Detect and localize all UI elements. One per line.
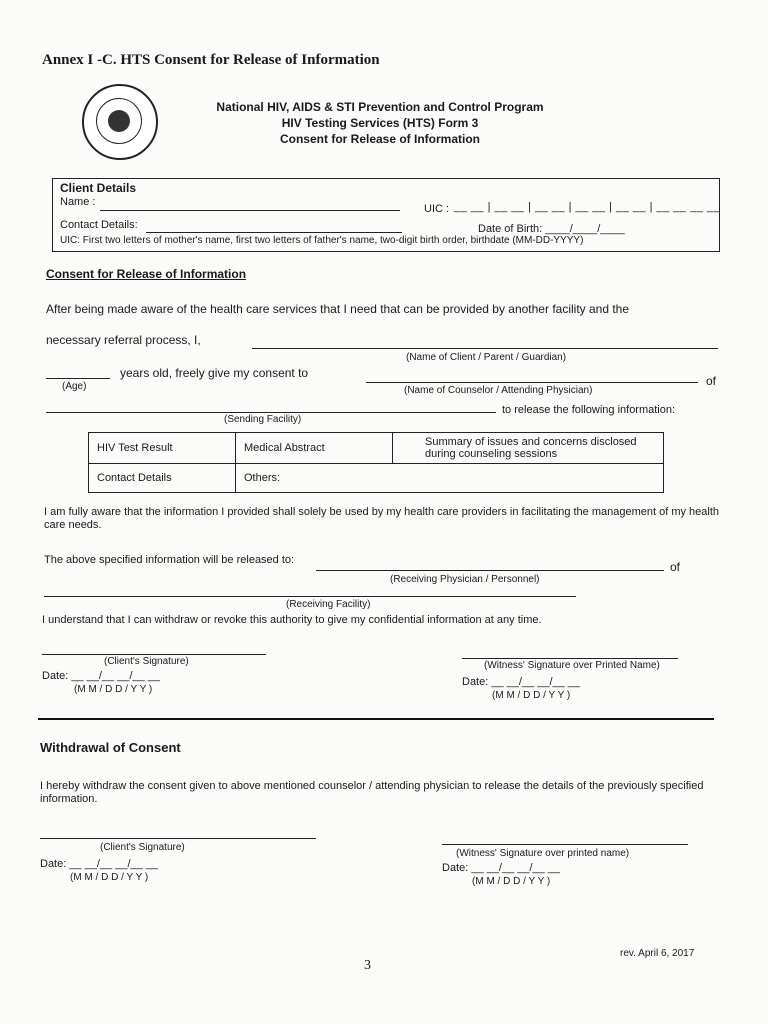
department-seal-logo bbox=[82, 84, 158, 160]
revision-date: rev. April 6, 2017 bbox=[620, 948, 695, 959]
receiving-physician-field[interactable] bbox=[316, 570, 664, 571]
uic-label: UIC : bbox=[424, 203, 450, 215]
summary-issues-option[interactable] bbox=[393, 433, 664, 464]
summary-issues-label-2: during counseling sessions bbox=[425, 448, 558, 460]
withdraw-understand-text: I understand that I can withdraw or revoke this authority to give my confidential information at any time. bbox=[42, 614, 542, 626]
information-table bbox=[88, 432, 664, 493]
witness-date-field[interactable]: Date: __ __/__ __/__ __ bbox=[462, 676, 581, 688]
withdrawal-witness-signature-field[interactable] bbox=[442, 844, 688, 845]
consent-paragraph-line1: After being made aware of the health care services that I need that can be provided by another facility and the bbox=[46, 302, 630, 316]
table-row bbox=[89, 464, 664, 493]
others-field[interactable] bbox=[236, 464, 664, 493]
medical-abstract-label: Medical Abstract bbox=[244, 442, 325, 454]
client-name-caption: (Name of Client / Parent / Guardian) bbox=[406, 352, 567, 363]
withdrawal-client-date-format: (M M / D D / Y Y ) bbox=[70, 872, 149, 883]
receiving-physician-caption: (Receiving Physician / Personnel) bbox=[390, 574, 540, 585]
client-date-format: (M M / D D / Y Y ) bbox=[74, 684, 153, 695]
hiv-test-result-label: HIV Test Result bbox=[97, 442, 173, 454]
contact-details-option[interactable] bbox=[89, 464, 236, 493]
name-label: Name : bbox=[60, 196, 96, 208]
withdrawal-text: I hereby withdraw the consent given to above mentioned counselor / attending physician to release the details of the previously specified information. bbox=[40, 780, 704, 805]
form-title: Consent for Release of Information bbox=[279, 132, 481, 146]
client-signature-caption: (Client's Signature) bbox=[104, 656, 189, 667]
name-field[interactable] bbox=[100, 210, 400, 211]
client-signature-field[interactable] bbox=[42, 654, 266, 655]
withdrawal-client-signature-field[interactable] bbox=[40, 838, 316, 839]
released-of-text: of bbox=[670, 560, 681, 574]
table-row bbox=[89, 433, 664, 464]
others-label: Others: bbox=[244, 472, 281, 484]
sending-facility-caption: (Sending Facility) bbox=[224, 414, 302, 425]
annex-title: Annex I -C. HTS Consent for Release of Information bbox=[42, 52, 380, 68]
contact-details-field[interactable] bbox=[146, 232, 402, 233]
counselor-caption: (Name of Counselor / Attending Physician) bbox=[404, 385, 593, 396]
withdrawal-witness-date-format: (M M / D D / Y Y ) bbox=[472, 876, 551, 887]
uic-field[interactable]: __ __ | __ __ | __ __ | __ __ | __ __ | __ __ __ __ bbox=[454, 201, 721, 213]
age-caption: (Age) bbox=[62, 381, 87, 392]
summary-issues-label-1: Summary of issues and concerns disclosed bbox=[425, 436, 637, 448]
seal-emblem-icon bbox=[108, 110, 130, 132]
form-number: HIV Testing Services (HTS) Form 3 bbox=[281, 116, 479, 130]
withdrawal-heading: Withdrawal of Consent bbox=[40, 740, 181, 755]
section-divider bbox=[38, 718, 714, 720]
witness-date-format: (M M / D D / Y Y ) bbox=[492, 690, 571, 701]
withdrawal-client-date-field[interactable]: Date: __ __/__ __/__ __ bbox=[40, 858, 159, 870]
age-field[interactable] bbox=[46, 378, 110, 379]
withdrawal-witness-date-field[interactable]: Date: __ __/__ __/__ __ bbox=[442, 862, 561, 874]
page-number: 3 bbox=[364, 958, 371, 973]
contact-details-label: Contact Details: bbox=[60, 219, 138, 231]
date-of-birth-field[interactable]: Date of Birth: ____/____/____ bbox=[478, 223, 625, 235]
of-text: of bbox=[706, 374, 717, 388]
years-old-text: years old, freely give my consent to bbox=[120, 366, 309, 380]
uic-note: UIC: First two letters of mother's name, first two letters of father's name, two-digit birth order, birthdate (MM-DD-YYYY) bbox=[60, 235, 584, 246]
program-title: National HIV, AIDS & STI Prevention and Control Program bbox=[216, 100, 544, 114]
client-details-heading: Client Details bbox=[60, 181, 137, 195]
fully-aware-text: I am fully aware that the information I provided shall solely be used by my health care providers in facilitating the management of my health care needs. bbox=[44, 506, 720, 531]
released-to-text: The above specified information will be released to: bbox=[44, 554, 295, 566]
client-date-field[interactable]: Date: __ __/__ __/__ __ bbox=[42, 670, 161, 682]
consent-paragraph-line2: necessary referral process, I, bbox=[46, 333, 201, 347]
receiving-facility-caption: (Receiving Facility) bbox=[286, 599, 371, 610]
release-following-text: to release the following information: bbox=[502, 404, 676, 416]
withdrawal-client-signature-caption: (Client's Signature) bbox=[100, 842, 185, 853]
receiving-facility-field[interactable] bbox=[44, 596, 576, 597]
witness-signature-field[interactable] bbox=[462, 658, 678, 659]
client-name-field[interactable] bbox=[252, 348, 718, 349]
medical-abstract-option[interactable] bbox=[236, 433, 393, 464]
counselor-name-field[interactable] bbox=[366, 382, 698, 383]
witness-signature-caption: (Witness' Signature over Printed Name) bbox=[484, 660, 660, 671]
consent-heading: Consent for Release of Information bbox=[46, 267, 247, 281]
hiv-test-result-option[interactable] bbox=[89, 433, 236, 464]
contact-details-option-label: Contact Details bbox=[97, 472, 172, 484]
withdrawal-witness-signature-caption: (Witness' Signature over printed name) bbox=[456, 848, 630, 859]
sending-facility-field[interactable] bbox=[46, 412, 496, 413]
